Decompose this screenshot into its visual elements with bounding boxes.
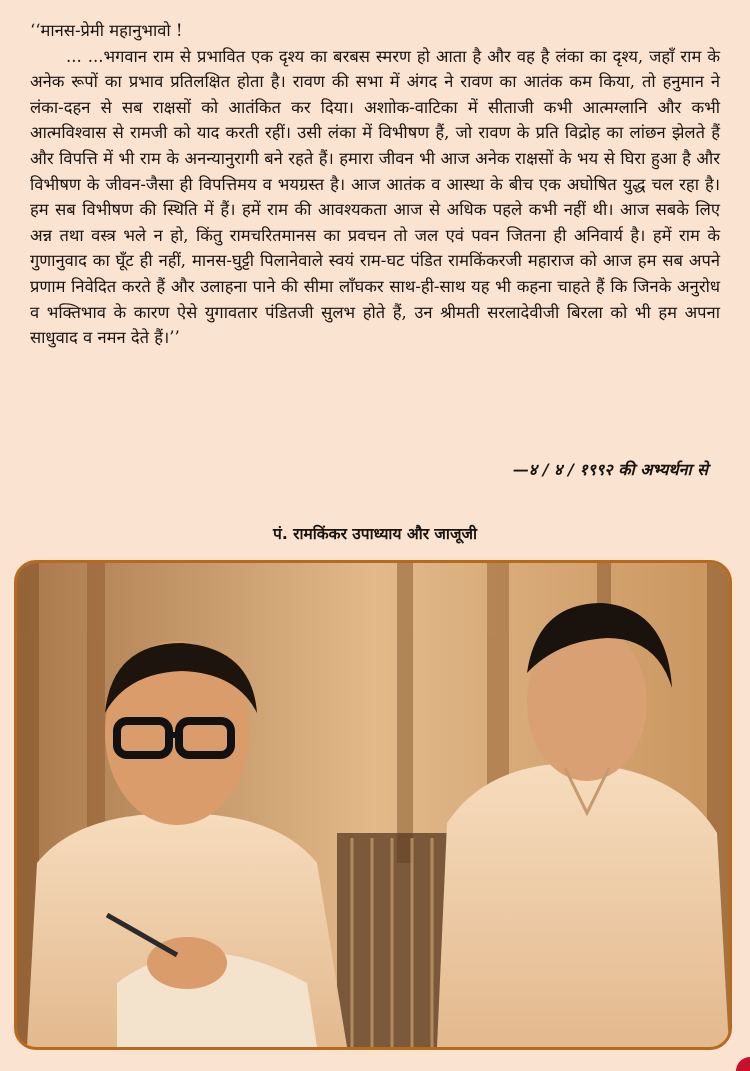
photograph-image <box>17 563 729 1047</box>
quote-citation: —४ / ४ / १९९२ की अभ्यर्थना से <box>512 460 708 479</box>
photo-caption: पं. रामकिंकर उपाध्याय और जाजूजी <box>273 525 477 543</box>
quote-salutation: ‘‘मानस-प्रेमी महानुभावो ! <box>30 21 183 40</box>
corner-mark <box>736 1057 750 1071</box>
quote-body: ... ...भगवान राम से प्रभावित एक दृश्य का बरबस स्मरण हो आता है और वह है लंका का दृश्य, जहाँ राम के अनेक रूपों का प्रभाव प्रतिलक्षित होता है। रावण की सभा में अंगद ने रावण का आतंक कम किया, तो हनुमान ने लंका-दहन से सब राक्षसों को आतंकित कर दिया। अशाोक-वाटिका में सीताजी कभी आत्मग्लानि और कभी आत्मविश्वास से रामजी को याद करती रहीं। उसी लंका में विभीषण हैं, जो रावण के प्रति विद्रोह का लांछन झेलते हैं और विपत्ति में भी राम के अनन्यानुरागी बने रहते हैं। हमारा जीवन भी आज अनेक राक्षसों के भय से घिरा हुआ है और विभीषण के जीवन-जैसा ही विपत्तिमय व भयग्रस्त है। आज आतंक व आस्था के बीच एक अघोषित युद्ध चल रहा है। हम सब विभीषण की स्थिति में हैं। हमें राम की आवश्यकता आज से अधिक पहले कभी नहीं थी। आज सबके लिए अन्न तथा वस्त्र भले न हो, किंतु रामचरितमानस का प्रवचन तो जल एवं पवन जितना ही अनिवार्य है। हमें राम के गुणानुवाद का घूँट ही नहीं, मानस-घुट्टी पिलानेवाले स्वयं राम-घट पंडित रामकिंकरजी महाराज को आज हम सब अपने प्रणाम निवेदित करते हैं और उलाहना पाने की सीमा लाँघकर साथ-ही-साथ यह भी कहना चाहते हैं कि जिनके अनुरोध व भक्तिभाव के कारण ऐसे युगावतार पंडितजी सुलभ होते हैं, उन श्रीमती सरलादेवीजी बिरला को भी हम अपना साधुवाद व नमन देते हैं।’’ <box>30 46 720 348</box>
quote-block <box>30 18 720 351</box>
photograph <box>14 560 732 1050</box>
